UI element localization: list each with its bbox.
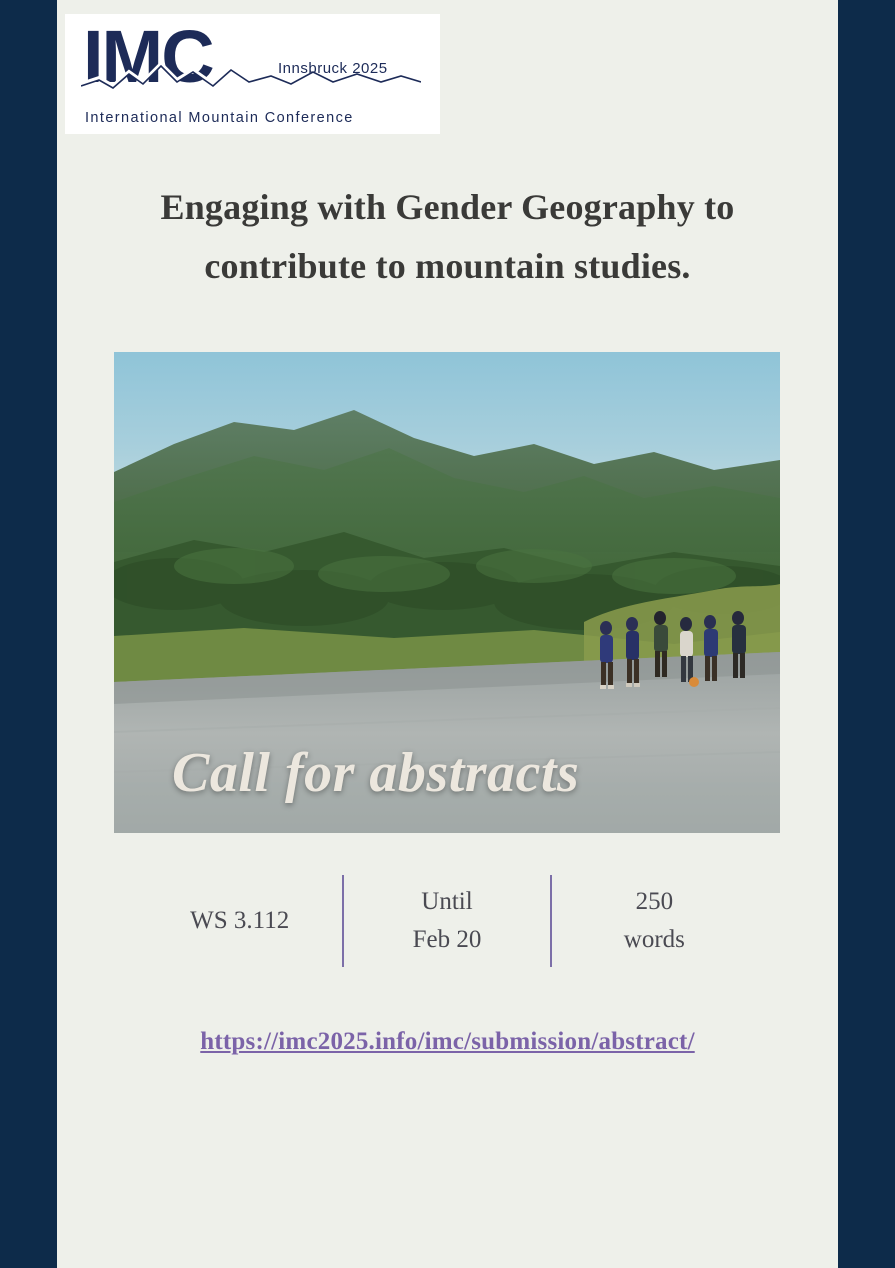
hero-caption: Call for abstracts xyxy=(172,742,580,804)
logo-mark-text: IMC xyxy=(83,15,213,98)
fact-wordcount-line2: words xyxy=(623,926,685,953)
fact-deadline-line1: Until xyxy=(421,888,473,915)
page-title: Engaging with Gender Geography to contribute to mountain studies. xyxy=(160,187,735,287)
fact-wordcount-line1: 250 xyxy=(635,888,674,915)
fact-workshop xyxy=(137,902,342,940)
fact-deadline xyxy=(344,883,549,959)
facts-row xyxy=(137,866,757,976)
logo-edition-text: Innsbruck 2025 xyxy=(278,60,388,77)
fact-workshop-line1: WS 3.112 xyxy=(190,907,290,934)
poster-page xyxy=(57,0,838,1268)
hero-image xyxy=(114,352,780,833)
submission-link[interactable]: https://imc2025.info/imc/submission/abstract/ xyxy=(200,1028,695,1055)
imc-logo xyxy=(65,14,440,134)
fact-wordcount xyxy=(552,883,757,959)
logo-subtitle-text: International Mountain Conference xyxy=(85,110,354,126)
submission-link-wrapper xyxy=(87,1028,808,1056)
fact-deadline-line2: Feb 20 xyxy=(412,926,482,953)
